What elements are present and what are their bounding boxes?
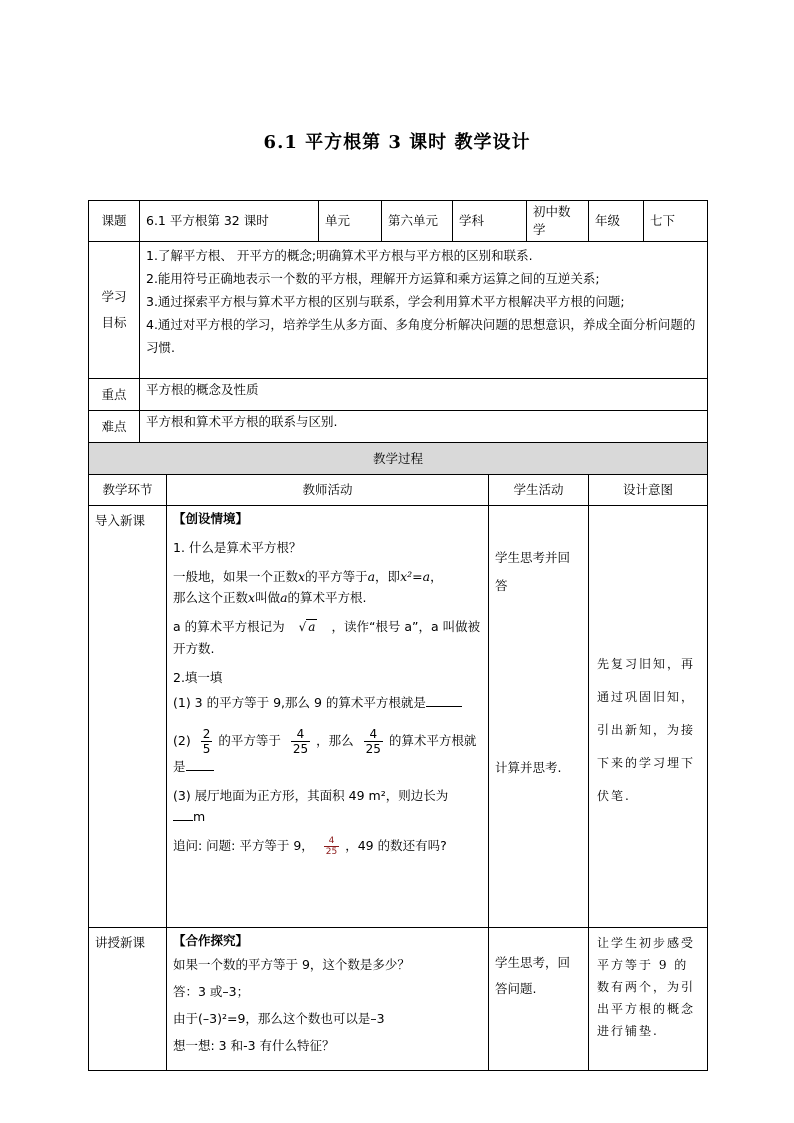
follow-up-question: 追问: 问题: 平方等于 9， $\frac{4}{25}$ ，49 的数还有吗? <box>173 836 447 857</box>
lesson-table <box>88 200 708 1071</box>
section-intro-row <box>89 506 708 928</box>
explore-line-4: 想一想: 3 和-3 有什么特征？ <box>173 1038 335 1053</box>
student-activity-new-lesson: 学生思考，回答问题. <box>489 928 589 1071</box>
goal-item: 2.能用符号正确地表示一个数的平方根，理解开方运算和乘方运算之间的互逆关系; <box>146 271 600 286</box>
goal-item: 1.了解平方根、 开平方的概念;明确算术平方根与平方根的区别和联系. <box>146 248 533 263</box>
col-intent: 设计意图 <box>589 475 708 506</box>
question-1: 1. 什么是算术平方根？ <box>173 540 302 555</box>
difficulty-text: 平方根和算术平方根的联系与区别. <box>140 411 708 443</box>
design-intent-new-lesson: 让学生初步感受平方等于 9 的数有两个，为引出平方根的概念进行铺垫. <box>589 928 708 1071</box>
goals-list <box>140 242 708 379</box>
page-title: 6.1 平方根第 3 课时 教学设计 <box>263 132 531 153</box>
definition: 一般地，如果一个正数x的平方等于a，即x²=a， 那么这个正数x叫做a的算术平方根. <box>173 569 443 605</box>
difficulty-label: 难点 <box>89 411 140 443</box>
header-topic: 6.1 平方根第 32 课时 <box>140 201 319 242</box>
process-title-row <box>89 443 708 475</box>
header-label-grade: 年级 <box>589 201 644 242</box>
section-heading: 【合作探究】 <box>173 933 249 948</box>
difficulty-row <box>89 411 708 443</box>
fill-item-2: (2) $\frac{2}{5}$ 的平方等于 $\frac{4}{25}$ ，那么 $\frac{4}{25}$ 的算术平方根就是 <box>173 727 477 774</box>
stage-new-lesson: 讲授新课 <box>89 928 167 1071</box>
goal-item: 4.通过对平方根的学习，培养学生从多方面、多角度分析解决问题的思想意识，养成全面分析问题的习惯. <box>146 317 696 355</box>
header-label-subject: 学科 <box>453 201 527 242</box>
stage-intro: 导入新课 <box>89 506 167 928</box>
col-teacher: 教师活动 <box>167 475 489 506</box>
student-activity-intro: 学生思考并回答 计算并思考. <box>489 506 589 928</box>
fraction-4-25: $\frac{4}{25}$ <box>292 727 309 756</box>
goals-label: 学习 目标 <box>89 242 140 379</box>
column-header-row <box>89 475 708 506</box>
section-heading: 【创设情境】 <box>173 511 249 526</box>
section-new-lesson-row <box>89 928 708 1071</box>
fill-item-1: (1) 3 的平方等于 9,那么 9 的算术平方根就是 <box>173 692 482 713</box>
design-intent-intro: 先复习旧知，再通过巩固旧知，引出新知，为接下来的学习埋下伏笔. <box>589 506 708 928</box>
goals-row <box>89 242 708 379</box>
sqrt-symbol: √ a <box>298 620 316 634</box>
header-label-unit: 单元 <box>319 201 382 242</box>
header-subject: 初中数学 <box>527 201 589 242</box>
fill-item-3: (3) 展厅地面为正方形，其面积 49 m²，则边长为 m <box>173 788 449 824</box>
goal-item: 3.通过探索平方根与算术平方根的区别与联系，学会利用算术平方根解决平方根的问题; <box>146 294 625 309</box>
header-unit: 第六单元 <box>382 201 453 242</box>
process-title: 教学过程 <box>89 443 708 475</box>
explore-line-3: 由于(–3)²=9，那么这个数也可以是–3 <box>173 1011 385 1026</box>
header-label-topic: 课题 <box>89 201 140 242</box>
key-point-text: 平方根的概念及性质 <box>140 379 708 411</box>
col-stage: 教学环节 <box>89 475 167 506</box>
header-grade: 七下 <box>644 201 708 242</box>
fraction-4-25: $\frac{4}{25}$ <box>365 727 381 756</box>
explore-line-2: 答：3 或–3； <box>173 984 250 999</box>
teacher-activity-new-lesson <box>167 928 489 1071</box>
teacher-activity-intro <box>167 506 489 928</box>
key-point-row <box>89 379 708 411</box>
fraction-4-25-small: $\frac{4}{25}$ <box>325 836 338 857</box>
fill-title: 2.填一填 <box>173 670 223 685</box>
sqrt-notation: a 的算术平方根记为 √ a ，读作“根号 a”，a 叫做被开方数. <box>173 619 481 656</box>
explore-line-1: 如果一个数的平方等于 9，这个数是多少？ <box>173 957 410 972</box>
fraction-2-5: $\frac{2}{5}$ <box>202 727 211 756</box>
col-student: 学生活动 <box>489 475 589 506</box>
header-row <box>89 201 708 242</box>
key-point-label: 重点 <box>89 379 140 411</box>
